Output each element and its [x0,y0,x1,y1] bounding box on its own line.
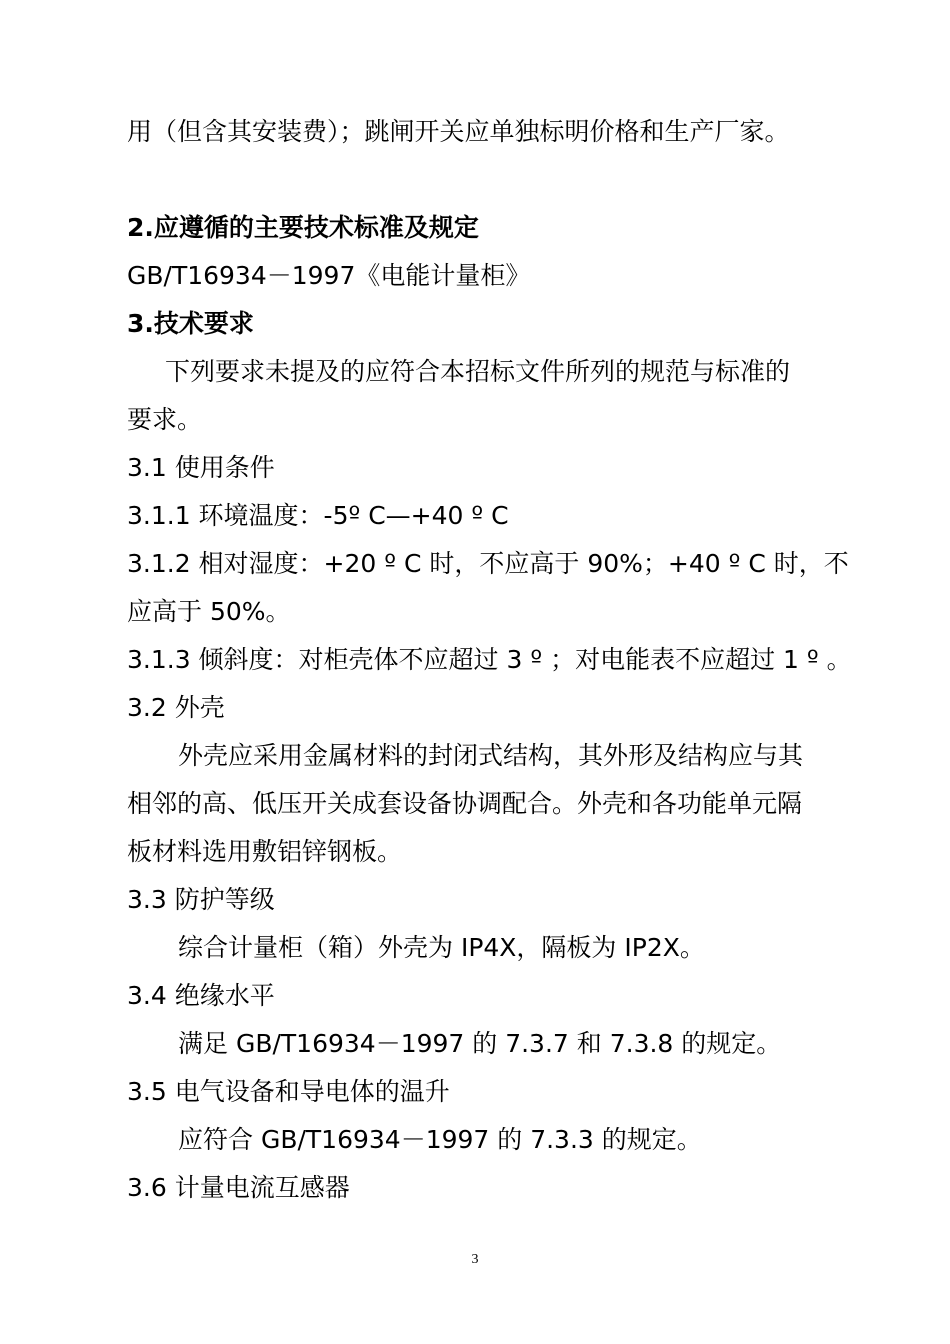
subsection-heading-usage-conditions: 3.1 使用条件 [127,453,275,482]
paragraph-line: 应高于 50%。 [127,597,291,626]
text-line-continuation: 用（但含其安装费）；跳闸开关应单独标明价格和生产厂家。 [127,117,790,146]
subsection-heading-current-transformer: 3.6 计量电流互感器 [127,1173,350,1202]
paragraph-line: 下列要求未提及的应符合本招标文件所列的规范与标准的 [165,357,791,386]
section-heading-technical-requirements: 3.技术要求 [127,309,254,338]
paragraph-line: 相邻的高、低压开关成套设备协调配合。外壳和各功能单元隔 [127,789,803,818]
subsection-heading-temperature-rise: 3.5 电气设备和导电体的温升 [127,1077,450,1106]
paragraph-line: 3.1.1 环境温度：-5º C—+40 º C [127,501,509,530]
page-number: 3 [471,1252,479,1267]
paragraph-line: 3.1.2 相对湿度：+20 º C 时，不应高于 90%；+40 º C 时，不 [127,549,849,578]
subsection-heading-protection-level: 3.3 防护等级 [127,885,275,914]
paragraph-line: 板材料选用敷铝锌钢板。 [127,837,403,866]
paragraph-line: 应符合 GB/T16934－1997 的 7.3.3 的规定。 [178,1125,702,1154]
subsection-heading-insulation-level: 3.4 绝缘水平 [127,981,275,1010]
paragraph-line: 综合计量柜（箱）外壳为 IP4X，隔板为 IP2X。 [178,933,705,962]
paragraph-line: 要求。 [127,405,203,434]
subsection-heading-enclosure: 3.2 外壳 [127,693,225,722]
paragraph-line: 3.1.3 倾斜度：对柜壳体不应超过 3 º ；对电能表不应超过 1 º 。 [127,645,852,674]
section-heading-standards: 2.应遵循的主要技术标准及规定 [127,213,479,242]
paragraph-line: 满足 GB/T16934－1997 的 7.3.7 和 7.3.8 的规定。 [178,1029,782,1058]
paragraph-line: 外壳应采用金属材料的封闭式结构，其外形及结构应与其 [178,741,804,770]
standard-reference: GB/T16934－1997《电能计量柜》 [127,261,531,290]
